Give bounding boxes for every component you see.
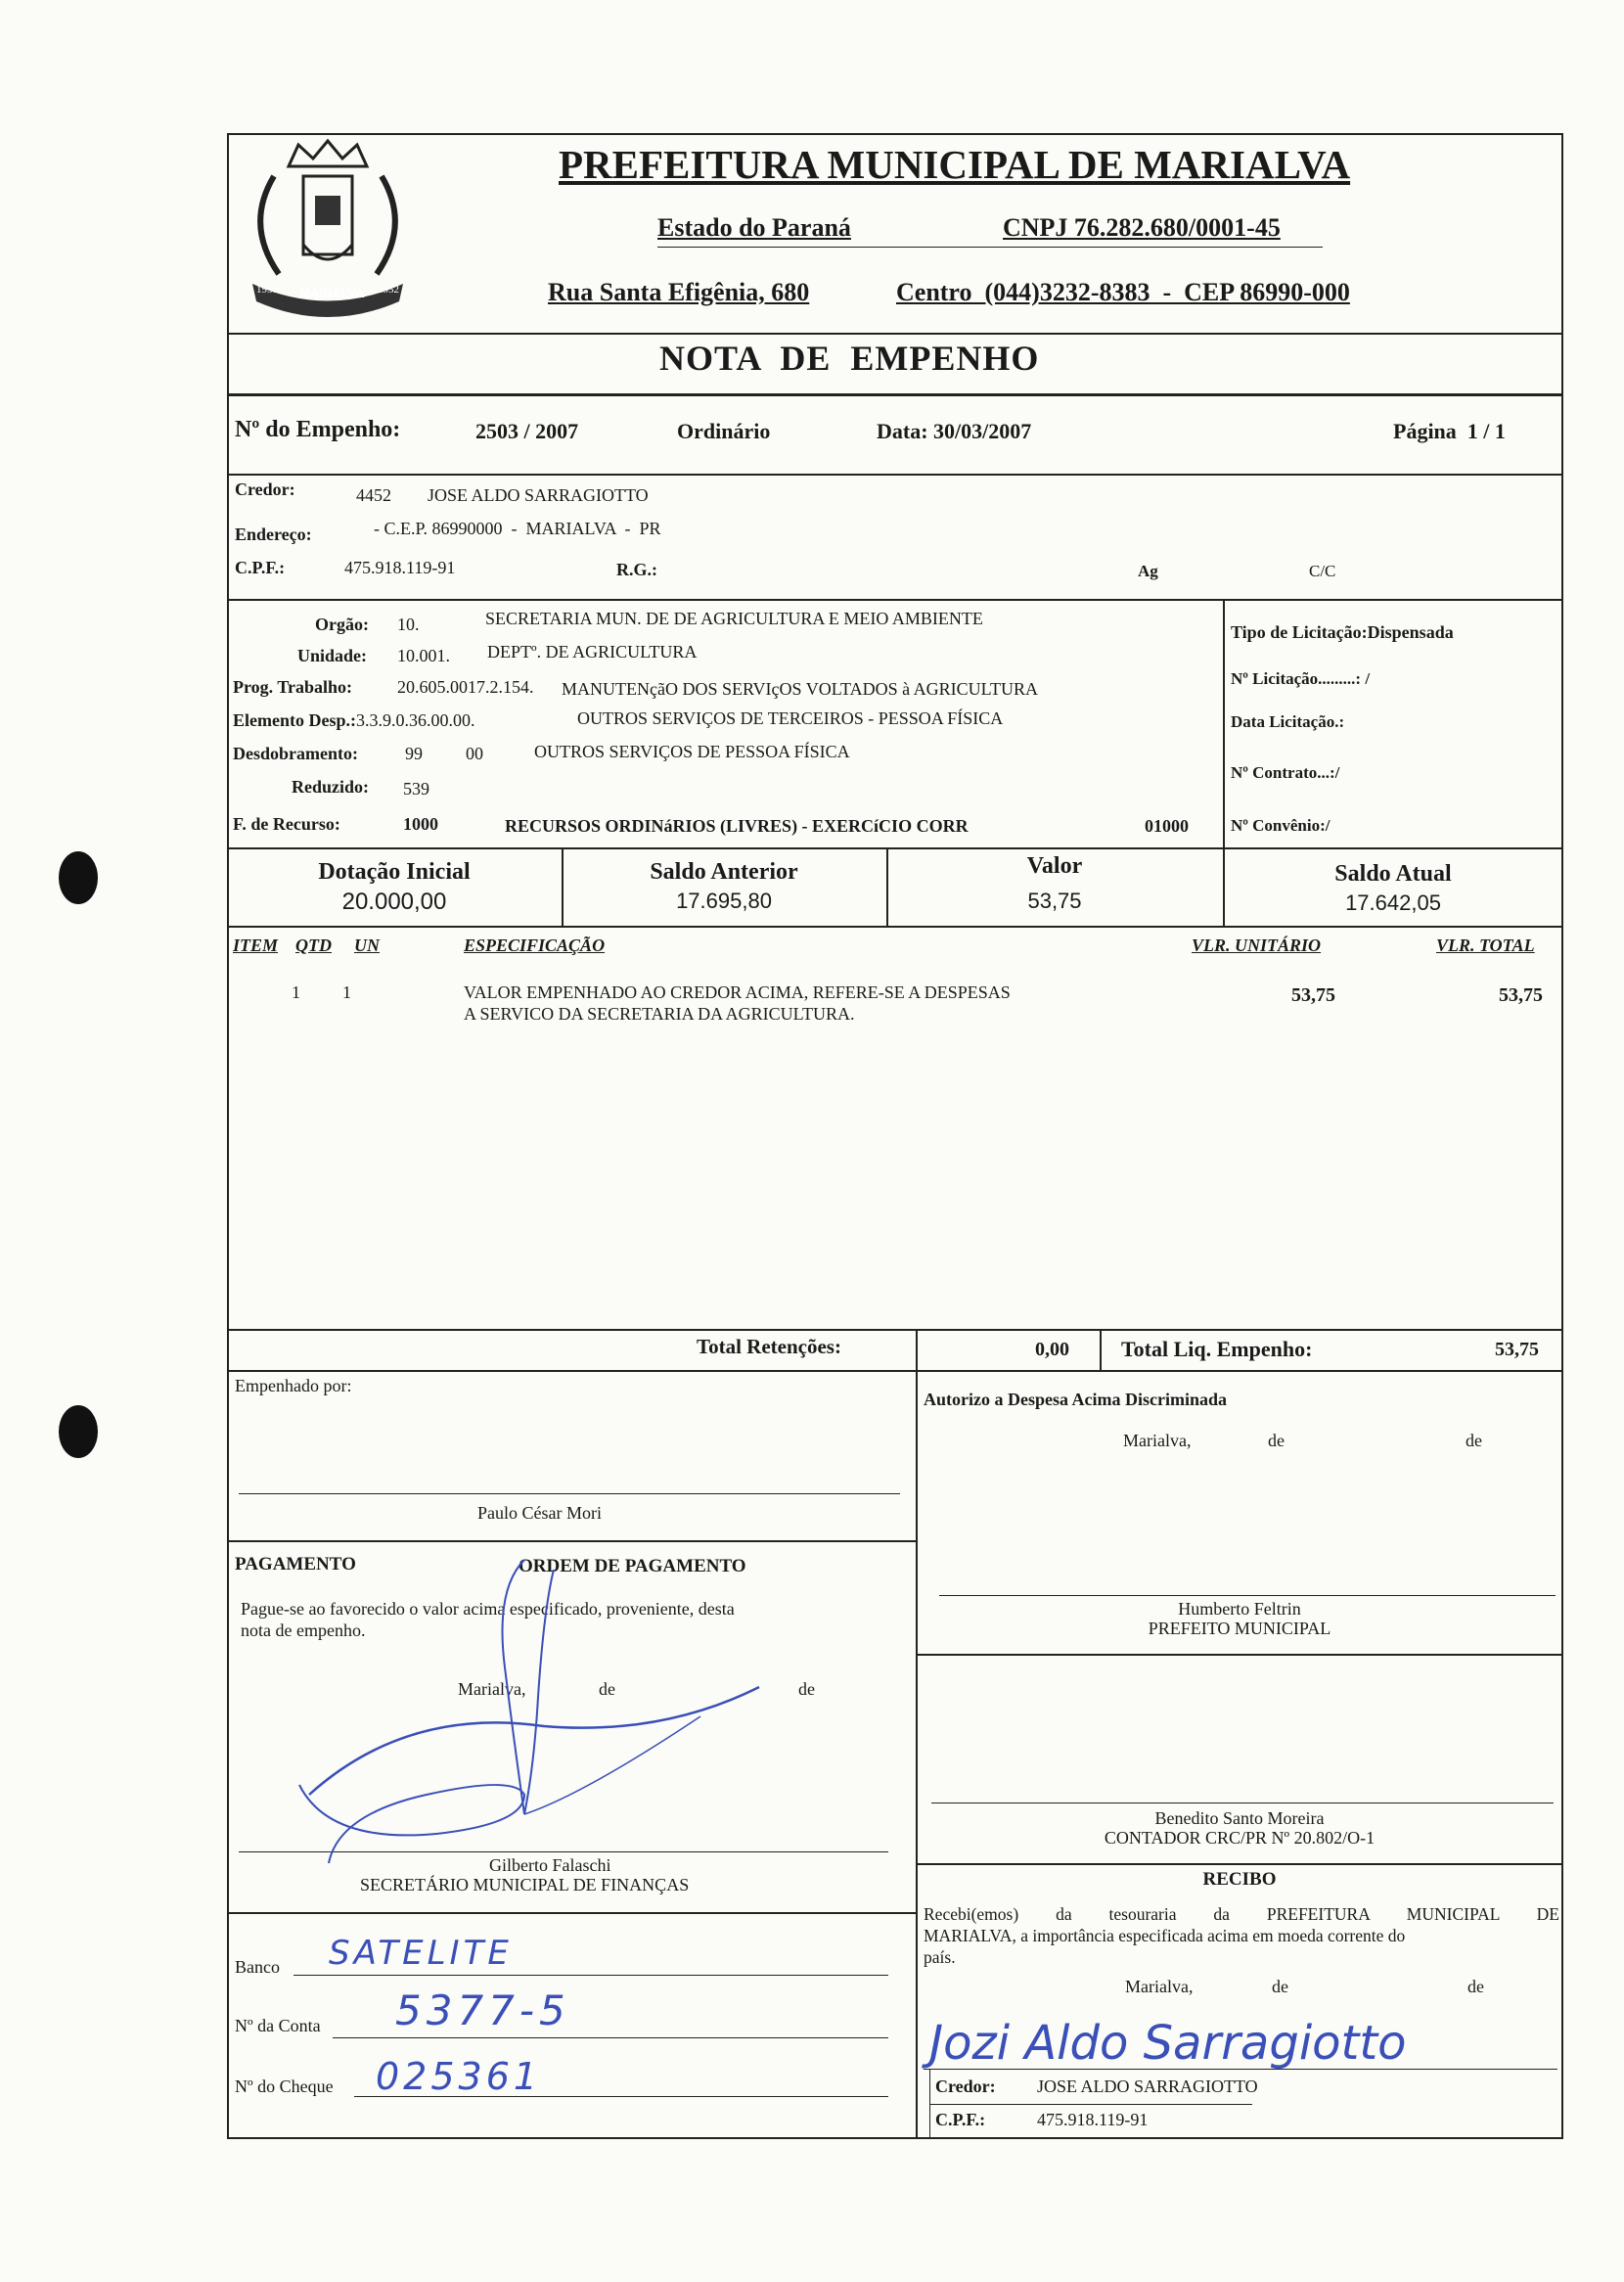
cnpj-label: CNPJ 76.282.680/0001-45	[1003, 213, 1281, 242]
recibo-de-2: de	[1467, 1977, 1484, 1996]
credor-name: JOSE ALDO SARRAGIOTTO	[428, 485, 649, 505]
credor-address: - C.E.P. 86990000 - MARIALVA - PR	[374, 519, 661, 538]
prefeito-title: PREFEITO MUNICIPAL	[1148, 1619, 1331, 1638]
tipo-licitacao-text: Tipo de Licitação:Dispensada	[1231, 622, 1454, 642]
punch-hole-top	[59, 851, 98, 904]
divider-totals-bottom	[227, 1370, 1563, 1372]
elemento-label: Elemento Desp.:	[233, 710, 356, 730]
header-underline-1	[657, 247, 1323, 248]
prefeito-name: Humberto Feltrin	[1178, 1599, 1301, 1619]
elemento-name: OUTROS SERVIÇOS DE TERCEIROS - PESSOA FÍSICA	[577, 708, 1004, 728]
divider-totals-2	[1100, 1329, 1102, 1370]
pagamento-place: Marialva,	[458, 1679, 526, 1699]
divider-lower	[916, 1370, 918, 2139]
item-desc-line-2: A SERVICO DA SECRETARIA DA AGRICULTURA.	[464, 1004, 855, 1024]
recibo-text-2: MARIALVA, a importância especificada acima em moeda corrente do	[924, 1926, 1406, 1945]
divider-totals-1	[916, 1329, 918, 1370]
divider-licitacao	[1223, 599, 1225, 847]
state-label: Estado do Paraná	[657, 213, 851, 242]
address-contact: Centro (044)3232-8383 - CEP 86990-000	[896, 278, 1350, 306]
conta-label: Nº da Conta	[235, 2016, 321, 2035]
credor-cpf: 475.918.119-91	[344, 558, 456, 577]
divider-totals-top	[227, 1329, 1563, 1331]
empenho-type: Ordinário	[677, 419, 771, 443]
recibo-text-1: Recebi(emos) da tesouraria da PREFEITURA MUNICIPAL DE	[924, 1904, 1559, 1924]
fonte-code-2: 01000	[1145, 816, 1189, 836]
municipal-seal-icon	[235, 137, 421, 323]
banco-value: SATELITE	[329, 1934, 513, 1973]
cheque-value: 025361	[376, 2055, 542, 2098]
pagamento-de-2: de	[798, 1679, 815, 1699]
prog-name: MANUTENçãO DOS SERVIçOS VOLTADOS à AGRICULTURA	[562, 679, 1038, 699]
desdobramento-sub: 00	[466, 744, 483, 763]
fonte-name: RECURSOS ORDINáRIOS (LIVRES) - EXERCíCIO CORR	[505, 816, 969, 836]
saldo-anterior-value: 17.695,80	[676, 889, 772, 913]
pagamento-de-1: de	[599, 1679, 615, 1699]
empenho-number: 2503 / 2007	[475, 419, 579, 443]
recibo-title: RECIBO	[1202, 1869, 1277, 1890]
orgao-label: Orgão:	[315, 615, 369, 634]
contador-name: Benedito Santo Moreira	[1154, 1808, 1325, 1828]
secretario-name: Gilberto Falaschi	[489, 1855, 611, 1875]
divider-secretario	[227, 1912, 916, 1914]
divider-budget	[227, 847, 1563, 849]
autorizo-place: Marialva,	[1123, 1431, 1192, 1450]
prog-label: Prog. Trabalho:	[233, 677, 353, 697]
credor-signature: Jozi Aldo Sarragiotto	[929, 2016, 1407, 2071]
col-qtd: QTD	[295, 936, 332, 955]
page-number: Página 1 / 1	[1393, 419, 1506, 443]
valor-value: 53,75	[1027, 889, 1082, 913]
seal-year-right: 1952	[378, 284, 399, 296]
item-number: 1	[292, 982, 300, 1002]
divider-contador	[916, 1863, 1563, 1865]
total-liquido-value: 53,75	[1495, 1339, 1539, 1360]
divider-prefeito	[916, 1654, 1563, 1656]
data-licitacao: Data Licitação.:	[1231, 712, 1345, 731]
divider-title	[227, 393, 1563, 396]
col-item: ITEM	[233, 936, 279, 955]
credor-code: 4452	[356, 485, 391, 505]
empenhado-signature-line	[239, 1493, 900, 1494]
recibo-credor-label: Credor:	[935, 2077, 996, 2096]
address-label: Endereço:	[235, 525, 312, 544]
total-liquido-label: Total Liq. Empenho:	[1121, 1337, 1313, 1361]
saldo-anterior-label: Saldo Anterior	[650, 859, 798, 885]
total-retencoes-label: Total Retenções:	[697, 1335, 841, 1358]
ag-label: Ag	[1138, 562, 1158, 580]
numero-convenio: Nº Convênio:/	[1231, 816, 1331, 835]
credor-box-divider	[929, 2104, 1252, 2105]
banco-line	[293, 1975, 888, 1976]
recibo-cpf-label: C.P.F.:	[935, 2110, 986, 2129]
item-unit-value: 53,75	[1291, 984, 1335, 1006]
numero-licitacao: Nº Licitação.........: /	[1231, 669, 1371, 688]
fonte-label: F. de Recurso:	[233, 814, 340, 834]
empenhado-por-label: Empenhado por:	[235, 1376, 352, 1395]
seal-year-left: 1951	[256, 284, 278, 296]
cpf-label: C.P.F.:	[235, 558, 286, 577]
desdobramento-code: 99	[405, 744, 423, 763]
divider-empenhado	[227, 1540, 916, 1542]
divider-credor	[227, 599, 1563, 601]
ordem-pagamento-title: ORDEM DE PAGAMENTO	[519, 1556, 746, 1576]
item-desc-line-1: VALOR EMPENHADO AO CREDOR ACIMA, REFERE-SE A DESPESAS	[464, 982, 1011, 1002]
conta-value: 5377-5	[395, 1986, 570, 2034]
orgao-name: SECRETARIA MUN. DE DE AGRICULTURA E MEIO AMBIENTE	[485, 609, 983, 628]
pagamento-text-1: Pague-se ao favorecido o valor acima especificado, proveniente, desta	[241, 1599, 735, 1619]
autorizo-de-2: de	[1466, 1431, 1482, 1450]
empenho-date: Data: 30/03/2007	[877, 419, 1032, 443]
saldo-atual-label: Saldo Atual	[1334, 861, 1452, 887]
divider-empenho	[227, 474, 1563, 476]
empenho-number-label: Nº do Empenho:	[235, 417, 401, 442]
col-un: UN	[354, 936, 380, 955]
numero-contrato: Nº Contrato...:/	[1231, 763, 1340, 782]
divider-header	[227, 333, 1563, 335]
seal-ribbon-text: MARIALVA	[299, 286, 365, 300]
autorizo-label: Autorizo a Despesa Acima Discriminada	[924, 1390, 1227, 1409]
cheque-label: Nº do Cheque	[235, 2077, 334, 2096]
empenhado-name: Paulo César Mori	[477, 1503, 602, 1523]
pagamento-text-2: nota de empenho.	[241, 1620, 366, 1640]
autorizo-de-1: de	[1268, 1431, 1285, 1450]
reduzido-label: Reduzido:	[292, 777, 370, 797]
unidade-name: DEPTº. DE AGRICULTURA	[487, 642, 698, 662]
desdobramento-label: Desdobramento:	[233, 744, 358, 763]
recibo-credor-name: JOSE ALDO SARRAGIOTTO	[1037, 2077, 1258, 2096]
divider-balances	[227, 926, 1563, 928]
elemento-code: 3.3.9.0.36.00.00.	[356, 710, 475, 730]
punch-hole-bottom	[59, 1405, 98, 1458]
total-retencoes-value: 0,00	[1035, 1339, 1069, 1360]
recibo-cpf: 475.918.119-91	[1037, 2110, 1149, 2129]
valor-label: Valor	[1026, 853, 1083, 879]
recibo-text-3: país.	[924, 1947, 956, 1967]
pagamento-title: PAGAMENTO	[235, 1554, 356, 1575]
rg-label: R.G.:	[616, 560, 657, 579]
dotacao-value: 20.000,00	[341, 889, 447, 915]
desdobramento-name: OUTROS SERVIÇOS DE PESSOA FÍSICA	[534, 742, 850, 761]
credor-label: Credor:	[235, 479, 295, 499]
conta-line	[333, 2037, 888, 2038]
dotacao-label: Dotação Inicial	[318, 859, 471, 885]
secretario-title: SECRETÁRIO MUNICIPAL DE FINANÇAS	[360, 1875, 690, 1894]
tipo-licitacao	[1231, 622, 1454, 643]
recibo-place: Marialva,	[1125, 1977, 1194, 1996]
item-total-value: 53,75	[1499, 984, 1543, 1006]
banco-label: Banco	[235, 1957, 280, 1977]
secretario-signature-scribble	[290, 1550, 779, 1883]
col-vlr-total: VLR. TOTAL	[1436, 936, 1535, 955]
fonte-code: 1000	[403, 814, 438, 834]
col-especificacao: ESPECIFICAÇÃO	[464, 936, 606, 955]
prefeito-signature-line	[939, 1595, 1556, 1596]
page-title: PREFEITURA MUNICIPAL DE MARIALVA	[559, 142, 1351, 187]
unidade-label: Unidade:	[297, 646, 368, 665]
address-street: Rua Santa Efigênia, 680	[548, 278, 810, 306]
cc-label: C/C	[1309, 562, 1336, 580]
item-qtd: 1	[342, 982, 351, 1002]
contador-title: CONTADOR CRC/PR Nº 20.802/O-1	[1104, 1828, 1376, 1848]
col-vlr-unitario: VLR. UNITÁRIO	[1192, 936, 1322, 955]
unidade-code: 10.001.	[397, 646, 450, 665]
orgao-code: 10.	[397, 615, 420, 634]
recibo-de-1: de	[1272, 1977, 1288, 1996]
saldo-atual-value: 17.642,05	[1345, 890, 1441, 915]
reduzido-value: 539	[403, 779, 429, 799]
document-title: NOTA DE EMPENHO	[659, 339, 1040, 378]
prog-code: 20.605.0017.2.154.	[397, 677, 534, 697]
